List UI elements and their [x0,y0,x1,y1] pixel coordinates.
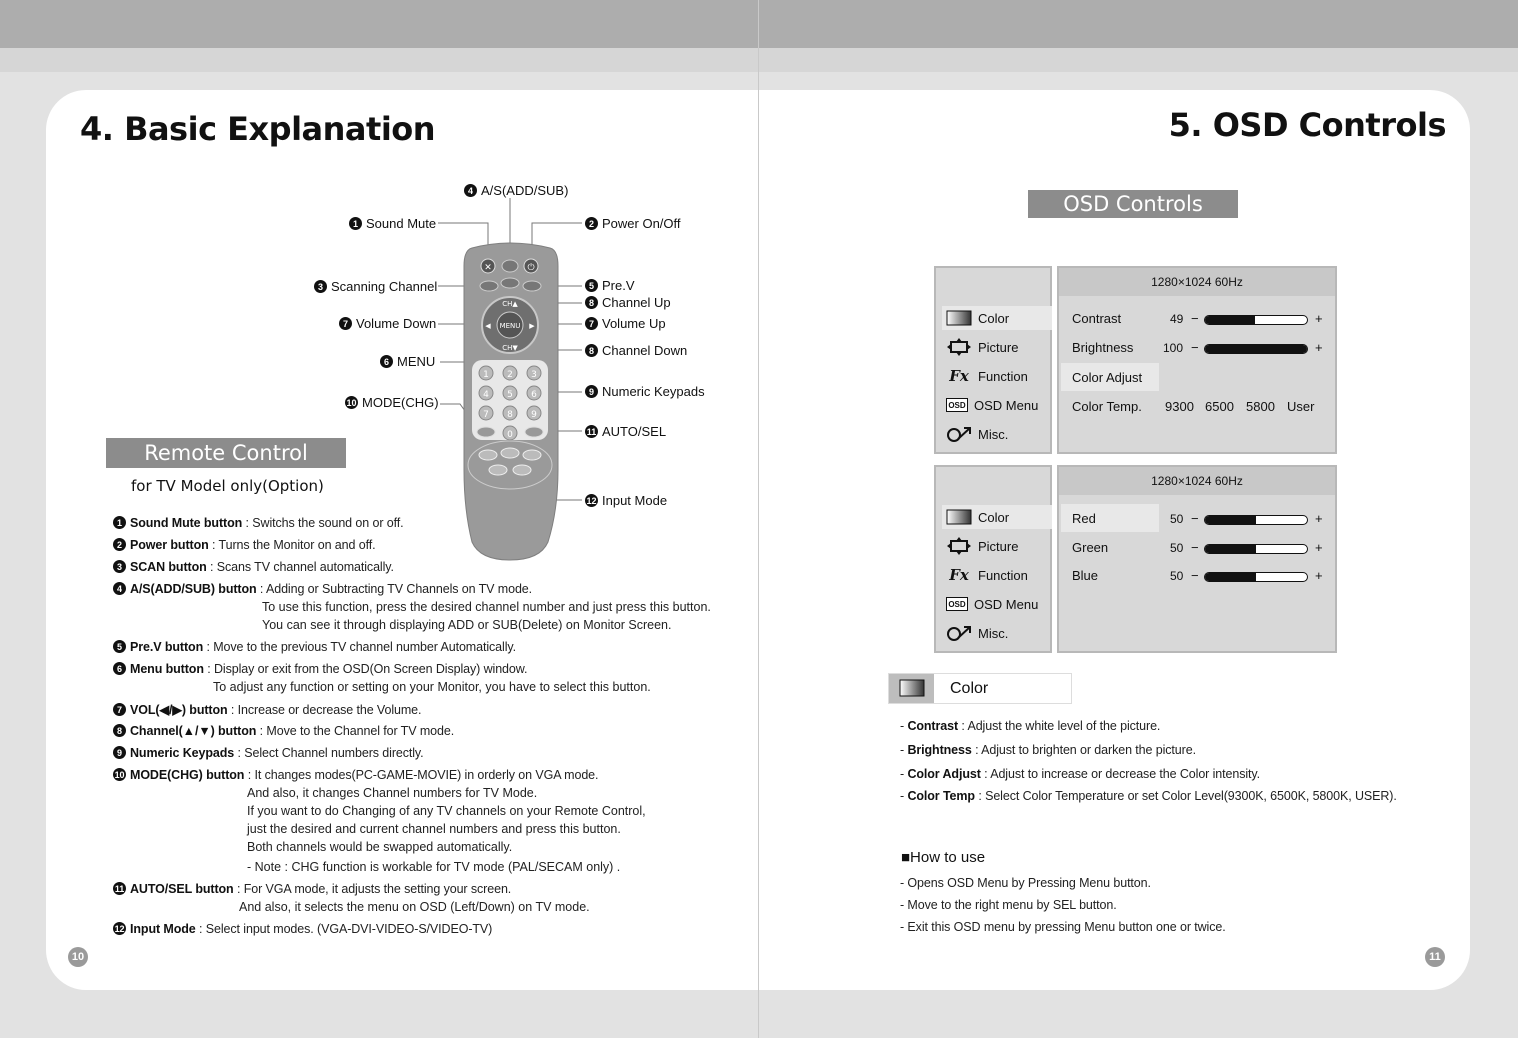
list-item-continuation: And also, it selects the menu on OSD (Left/Down) on TV mode. [239,900,590,914]
brightness-label: Brightness [1072,340,1134,355]
list-item: 7 VOL(◀/▶) button : Increase or decrease the Volume. [113,702,421,717]
osd-settings-panel-2 [1057,465,1337,653]
svg-text:5: 5 [507,390,513,400]
list-item-continuation: To adjust any function or setting on your Monitor, you have to select this button. [213,680,651,694]
label-mode: 10 MODE(CHG) [346,395,439,410]
label-volume-down: 7 Volume Down [339,316,436,331]
list-item: 1 Sound Mute button : Switchs the sound on or off. [113,516,404,530]
list-item: 3 SCAN button : Scans TV channel automatically. [113,560,394,574]
blue-slider[interactable] [1204,572,1308,582]
misc-icon [946,425,972,443]
list-item: - Opens OSD Menu by Pressing Menu button. [900,876,1151,890]
list-item: - Move to the right menu by SEL button. [900,898,1117,912]
minus-sign: − [1191,511,1199,526]
contrast-label: Contrast [1072,311,1122,326]
color-heading-box [888,673,1072,704]
section-subtitle: for TV Model only(Option) [131,477,324,495]
minus-sign: − [1191,340,1199,355]
svg-text:3: 3 [531,370,537,380]
contrast-slider-fill [1205,316,1255,324]
color-temp-label: Color Temp. [1072,399,1142,414]
osd-menu-item-misc[interactable]: Misc. [942,422,1052,446]
label-power: 2 Power On/Off [585,216,681,231]
osd-menu-icon: OSD [946,398,968,412]
minus-sign: − [1191,568,1199,583]
page-number-left: 10 [68,947,88,967]
green-value: 50 [1170,541,1184,555]
section-title-remote: Remote Control [106,438,346,468]
misc-icon [946,624,972,642]
list-item: 9 Numeric Keypads : Select Channel numbers directly. [113,746,424,760]
color-temp-option[interactable]: 6500 [1205,399,1234,414]
svg-text:CH▼: CH▼ [502,344,518,352]
list-item-continuation: If you want to do Changing of any TV channels on your Remote Control, [247,804,646,818]
plus-sign: + [1315,340,1323,355]
svg-text:▶: ▶ [529,322,535,330]
label-menu: 6 MENU [380,354,435,369]
blue-value: 50 [1170,569,1184,583]
osd-menu-panel-2 [934,465,1052,653]
red-slider-fill [1205,516,1256,524]
plus-sign: + [1315,311,1323,326]
picture-icon [946,537,972,555]
as-button-icon [502,260,518,272]
how-to-use-heading: ■How to use [901,849,986,866]
svg-text:7: 7 [483,410,489,420]
svg-text:8: 8 [507,410,513,420]
red-label[interactable]: Red [1061,504,1159,532]
label-sound-mute: 1 Sound Mute [349,216,436,231]
list-item: 12 Input Mode : Select input modes. (VGA-DVI-VIDEO-S/VIDEO-TV) [114,922,493,936]
label-prev: 5 Pre.V [585,278,635,293]
brightness-value: 100 [1163,341,1184,355]
list-item: 2 Power button : Turns the Monitor on and off. [113,538,375,552]
minus-sign: − [1191,540,1199,555]
svg-text:9: 9 [531,410,537,420]
label-as: 4 A/S(ADD/SUB) [464,183,568,198]
osd-menu-item-osd-menu[interactable]: OSD OSD Menu [942,393,1052,417]
list-item: 11 AUTO/SEL button : For VGA mode, it adjusts the setting your screen. [114,882,512,896]
svg-text:✕: ✕ [484,263,492,273]
resolution-header: 1280×1024 60Hz [1059,268,1335,296]
osd-menu-item-picture[interactable]: Picture [942,534,1052,558]
list-item-continuation: To use this function, press the desired channel number and just press this button. [262,600,711,614]
label-channel-up: 8 Channel Up [585,295,671,310]
green-label: Green [1072,540,1109,555]
list-item: 10 MODE(CHG) button : It changes modes(PC-GAME-MOVIE) in orderly on VGA mode. [114,768,599,782]
color-temp-option[interactable]: 5800 [1246,399,1275,414]
page-title-left: 4. Basic Explanation [80,110,436,148]
resolution-header: 1280×1024 60Hz [1059,467,1335,495]
list-item: 6 Menu button : Display or exit from the OSD(On Screen Display) window. [113,662,527,676]
section-title-osd: OSD Controls [1028,190,1238,218]
brightness-slider-fill [1205,345,1307,353]
label-scanning: 3 Scanning Channel [314,279,437,294]
list-item: - Exit this OSD menu by pressing Menu button one or twice. [900,920,1226,934]
page-title-right: 5. OSD Controls [1168,106,1446,144]
osd-settings-panel-1 [1057,266,1337,454]
osd-menu-item-color[interactable]: Color [942,505,1052,529]
top-band-secondary [0,48,1518,72]
color-adjust-item[interactable]: Color Adjust [1061,363,1159,391]
color-heading: Color [950,680,989,697]
contrast-slider[interactable] [1204,315,1308,325]
list-item-continuation: - Note : CHG function is workable for TV mode (PAL/SECAM only) . [247,860,621,874]
blue-slider-fill [1205,573,1256,581]
osd-menu-item-misc[interactable]: Misc. [942,621,1052,645]
svg-text:⏻: ⏻ [527,263,535,273]
red-slider[interactable] [1204,515,1308,525]
color-icon [946,309,972,327]
osd-menu-panel-1 [934,266,1052,454]
picture-icon [946,338,972,356]
page-number-right: 11 [1425,947,1445,967]
red-value: 50 [1170,512,1184,526]
blue-label: Blue [1072,568,1099,583]
svg-text:MENU: MENU [499,322,521,330]
svg-text:0: 0 [507,430,513,440]
osd-menu-item-picture[interactable]: Picture [942,335,1052,359]
label-volume-up: 7 Volume Up [585,316,666,331]
osd-menu-item-osd-menu[interactable]: OSD OSD Menu [942,592,1052,616]
list-item-continuation: And also, it changes Channel numbers for TV Mode. [247,786,538,800]
green-slider[interactable] [1204,544,1308,554]
svg-text:6: 6 [531,390,537,400]
label-channel-down: 8 Channel Down [585,343,687,358]
plus-sign: + [1315,511,1323,526]
color-temp-option[interactable]: User [1287,399,1315,414]
list-item: - Color Temp : Select Color Temperature or set Color Level(9300K, 6500K, 5800K, USER). [900,789,1397,803]
top-band [0,0,1518,48]
osd-menu-item-function[interactable]: Fx Function [942,563,1052,587]
list-item: 8 Channel(▲/▼) button : Move to the Channel for TV mode. [113,724,454,738]
svg-text:◀: ◀ [485,322,491,330]
color-icon [899,679,925,702]
svg-text:4: 4 [483,390,489,400]
contrast-value: 49 [1170,312,1184,326]
list-item-continuation: Both channels would be swapped automatically. [247,840,513,854]
label-input-mode: 12 Input Mode [586,493,668,508]
svg-text:2: 2 [507,370,513,380]
plus-sign: + [1315,540,1323,555]
osd-menu-item-function[interactable]: Fx Function [942,364,1052,388]
function-icon: Fx [949,566,969,584]
osd-menu-item-color[interactable]: Color [942,306,1052,330]
plus-sign: + [1315,568,1323,583]
label-numeric: 9 Numeric Keypads [585,384,705,399]
label-autosel: 11 AUTO/SEL [586,424,667,439]
svg-text:1: 1 [483,370,489,380]
list-item: 5 Pre.V button : Move to the previous TV channel number Automatically. [113,640,516,654]
brightness-slider[interactable] [1204,344,1308,354]
function-icon: Fx [949,367,969,385]
list-item-continuation: just the desired and current channel numbers and press this button. [247,822,621,836]
svg-text:CH▲: CH▲ [502,300,518,308]
color-icon [946,508,972,526]
list-item: - Brightness : Adjust to brighten or darken the picture. [900,743,1196,757]
color-temp-option[interactable]: 9300 [1165,399,1194,414]
list-item: 4 A/S(ADD/SUB) button : Adding or Subtracting TV Channels on TV mode. [113,582,532,596]
minus-sign: − [1191,311,1199,326]
osd-menu-icon: OSD [946,597,968,611]
green-slider-fill [1205,545,1256,553]
list-item: - Color Adjust : Adjust to increase or decrease the Color intensity. [900,767,1261,781]
list-item-continuation: You can see it through displaying ADD or SUB(Delete) on Monitor Screen. [262,618,672,632]
list-item: - Contrast : Adjust the white level of the picture. [900,719,1161,733]
